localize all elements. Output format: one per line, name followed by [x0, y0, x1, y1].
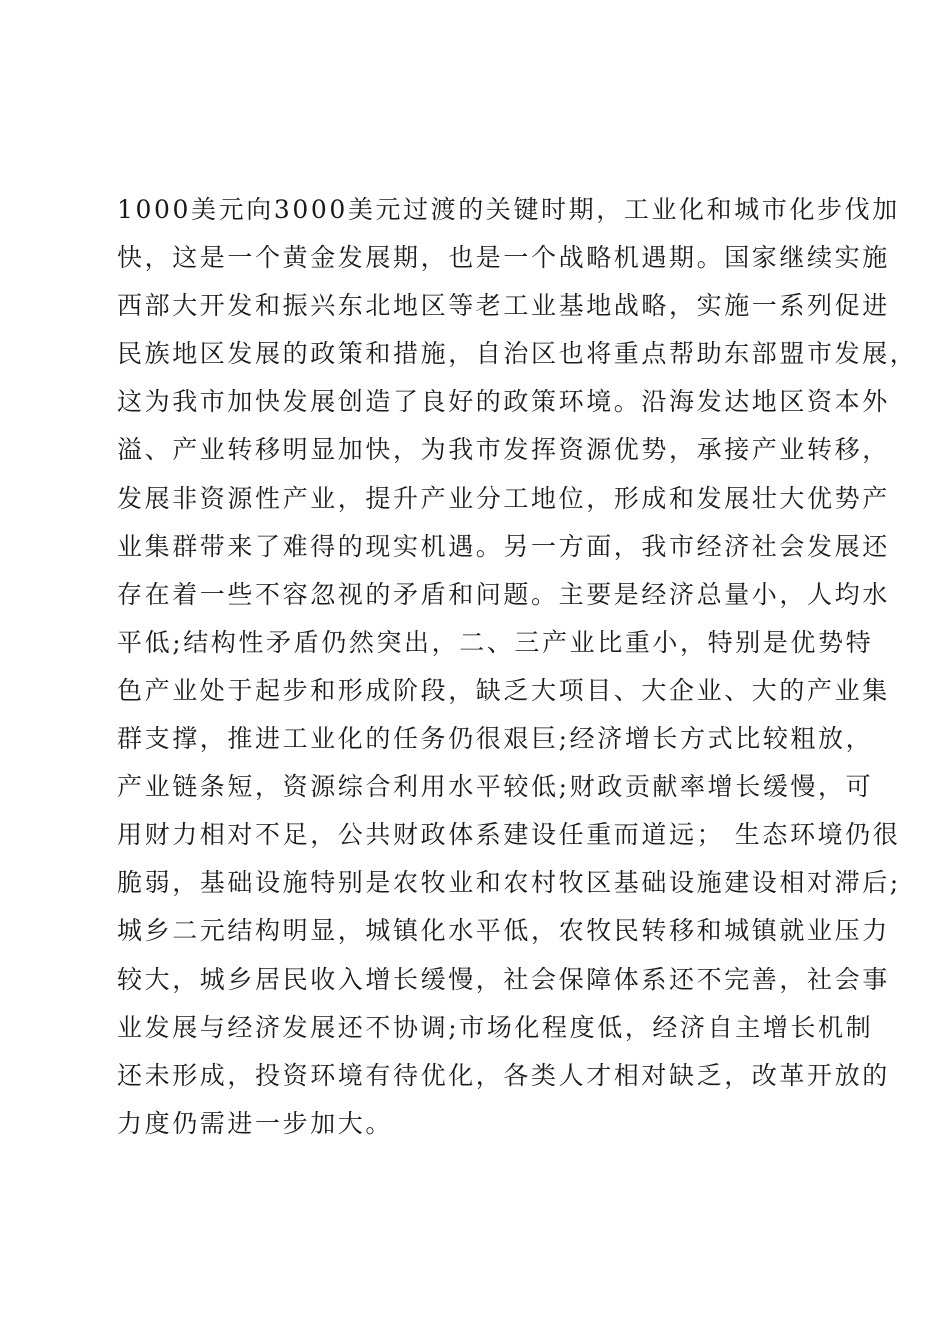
paragraph-line: 群支撑，推进工业化的任务仍很艰巨;经济增长方式比较粗放，	[117, 724, 874, 754]
paragraph-line: 1000美元向3000美元过渡的关键时期，工业化和城市化步伐加	[117, 195, 900, 224]
paragraph-line: 民族地区发展的政策和措施，自治区也将重点帮助东部盟市发展，	[117, 339, 918, 369]
paragraph-line: 业发展与经济发展还不协调;市场化程度低，经济自主增长机制	[117, 1012, 874, 1042]
paragraph-line: 西部大开发和振兴东北地区等老工业基地战略，实施一系列促进	[117, 291, 890, 321]
paragraph-line: 存在着一些不容忽视的矛盾和问题。主要是经济总量小，人均水	[117, 579, 890, 609]
paragraph-line: 用财力相对不足，公共财政体系建设任重而道远； 生态环境仍很	[117, 820, 901, 850]
paragraph-line: 还未形成，投资环境有待优化，各类人才相对缺乏，改革开放的	[117, 1060, 890, 1090]
paragraph-line: 快，这是一个黄金发展期，也是一个战略机遇期。国家继续实施	[117, 243, 890, 273]
paragraph-line: 溢、产业转移明显加快，为我市发挥资源优势，承接产业转移，	[117, 435, 890, 465]
paragraph-line: 发展非资源性产业，提升产业分工地位，形成和发展壮大优势产	[117, 483, 890, 513]
paragraph-line: 较大，城乡居民收入增长缓慢，社会保障体系还不完善，社会事	[117, 964, 890, 994]
paragraph-line: 业集群带来了难得的现实机遇。另一方面，我市经济社会发展还	[117, 531, 890, 561]
paragraph-line: 城乡二元结构明显，城镇化水平低，农牧民转移和城镇就业压力	[117, 916, 890, 946]
paragraph-line: 脆弱，基础设施特别是农牧业和农村牧区基础设施建设相对滞后;	[117, 868, 901, 898]
body-paragraph	[117, 186, 918, 1148]
paragraph-line: 这为我市加快发展创造了良好的政策环境。沿海发达地区资本外	[117, 387, 890, 417]
paragraph-line: 力度仍需进一步加大。	[117, 1108, 394, 1138]
paragraph-line: 产业链条短，资源综合利用水平较低;财政贡献率增长缓慢，可	[117, 772, 874, 802]
paragraph-line: 平低;结构性矛盾仍然突出，二、三产业比重小，特别是优势特	[117, 627, 874, 657]
paragraph-line: 色产业处于起步和形成阶段，缺乏大项目、大企业、大的产业集	[117, 675, 890, 705]
